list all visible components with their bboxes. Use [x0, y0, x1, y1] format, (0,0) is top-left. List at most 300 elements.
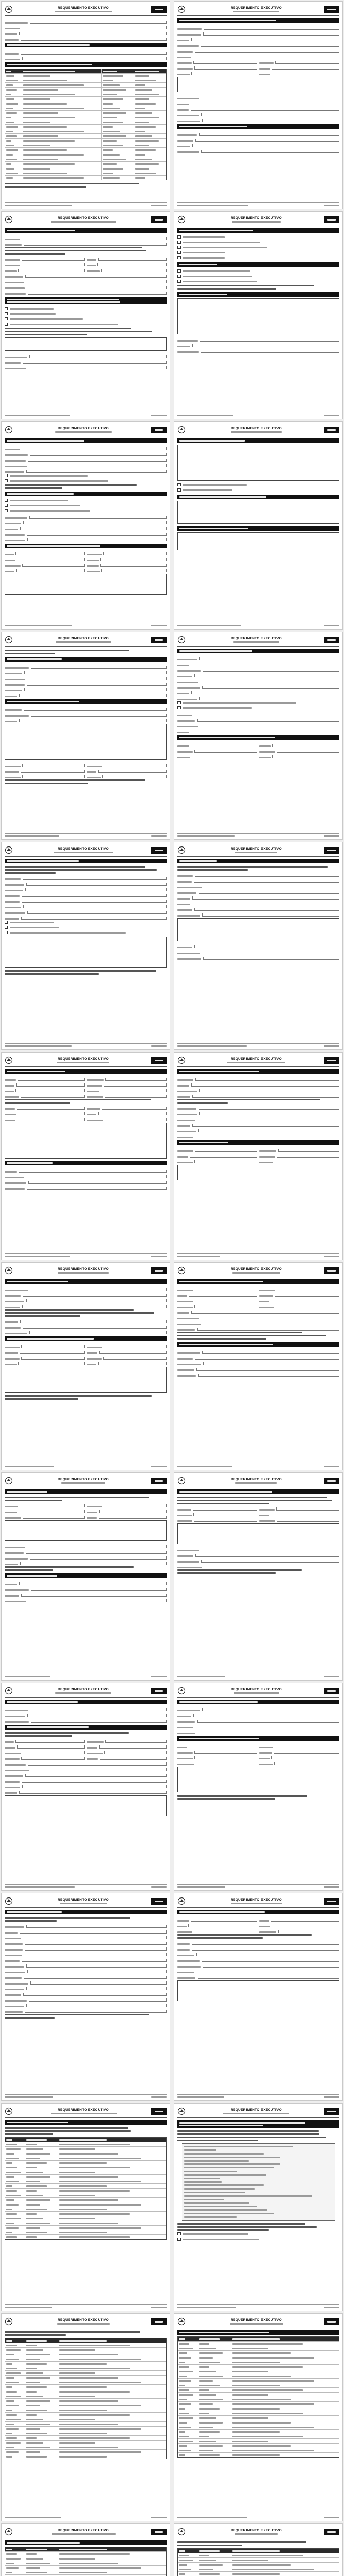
field-label	[177, 62, 192, 64]
form-field-row	[177, 1706, 339, 1711]
table-row	[178, 2411, 339, 2415]
checkbox	[177, 235, 181, 239]
paragraph-text	[177, 1099, 320, 1100]
table-header-cell	[25, 2138, 58, 2142]
field-label	[5, 1932, 18, 1934]
form-field-row	[5, 1766, 167, 1771]
cell-text	[135, 131, 145, 132]
cell-text	[59, 2405, 141, 2406]
field-input-line	[26, 1925, 167, 1928]
image-text	[184, 2199, 224, 2200]
field-input-line	[195, 139, 339, 142]
form-field	[87, 1357, 167, 1360]
form-field-row	[177, 64, 339, 70]
table-row	[5, 2188, 166, 2193]
table-cell	[178, 2453, 198, 2457]
section-title-bar	[5, 1161, 167, 1165]
table-cell	[58, 2389, 166, 2394]
field-input-line	[271, 1919, 339, 1922]
field-input-line	[195, 1554, 339, 1557]
field-label	[5, 679, 25, 680]
text-box	[177, 918, 339, 941]
field-input-line	[26, 1551, 167, 1554]
option-label	[183, 2233, 248, 2235]
cell-text	[23, 98, 50, 100]
paragraph-text	[177, 2541, 306, 2543]
paragraph-text	[5, 1920, 57, 1922]
field-input-line	[199, 891, 339, 894]
section-title-bar	[5, 1725, 167, 1730]
form-field	[177, 1294, 257, 1297]
image-text	[184, 2167, 274, 2168]
cell-text	[232, 2366, 303, 2368]
image-text	[184, 2178, 220, 2179]
paragraph-line	[177, 1797, 339, 1800]
cell-text	[232, 2569, 314, 2570]
cell-text	[232, 2403, 314, 2405]
checkbox	[5, 926, 8, 929]
section-title-bar	[177, 495, 339, 499]
cell-text	[59, 2144, 130, 2145]
field-label	[5, 357, 27, 358]
field-label	[87, 1364, 96, 1365]
cell-text	[232, 2343, 303, 2345]
checkbox-row	[177, 705, 339, 710]
field-label	[177, 887, 202, 888]
section-title-bar	[5, 699, 167, 704]
checkbox	[177, 2238, 181, 2241]
cell-text	[6, 2232, 12, 2233]
cell-text	[135, 98, 149, 100]
table-cell	[198, 2434, 231, 2438]
form-field-row	[5, 24, 167, 29]
field-input-line	[20, 1930, 167, 1934]
cell-text	[232, 2436, 303, 2437]
cell-text	[26, 2354, 50, 2355]
cell-text	[6, 2405, 19, 2406]
cell-text	[6, 2391, 17, 2393]
field-label	[177, 340, 198, 342]
paragraph-text	[5, 869, 157, 871]
image-text-line	[184, 2160, 333, 2162]
field-input-line	[99, 1516, 167, 1519]
table-cell	[58, 2193, 166, 2197]
page-number	[324, 2307, 339, 2308]
table-cell	[5, 2202, 25, 2207]
field-label	[177, 1079, 193, 1081]
cell-text	[6, 2349, 21, 2351]
form-field-row	[5, 272, 167, 278]
page-subtitle	[61, 1482, 105, 1484]
cell-text	[59, 2363, 107, 2365]
field-input-line	[195, 1135, 339, 1138]
table-cell	[198, 2397, 231, 2401]
paragraph-line	[5, 185, 167, 188]
ministry-logo-icon	[177, 636, 186, 644]
field-label	[5, 1171, 17, 1173]
field-label	[5, 1595, 19, 1597]
cell-text	[6, 2558, 21, 2560]
checkbox-row	[177, 250, 339, 255]
page-title-block	[15, 2108, 151, 2114]
cell-text	[23, 112, 58, 114]
page-subtitle	[223, 2113, 289, 2114]
table-cell	[58, 2570, 166, 2574]
cell-text	[6, 2162, 12, 2164]
section-title-text	[7, 1491, 47, 1493]
form-field	[5, 1751, 85, 1754]
field-input-line	[275, 61, 339, 64]
table-cell	[101, 88, 134, 92]
ministry-logo-icon	[177, 2107, 186, 2115]
cell-text	[26, 2447, 50, 2448]
section-title-bar	[177, 124, 339, 129]
table-cell	[58, 2142, 166, 2146]
table-cell	[231, 2411, 339, 2415]
form-field-row	[5, 761, 167, 767]
form-code	[155, 1690, 163, 1692]
table-row	[5, 2440, 166, 2445]
section-title-text	[179, 496, 266, 498]
page-title: REQUERIMENTO EXECUTIVO	[58, 1688, 109, 1691]
form-field-row	[177, 36, 339, 41]
form-code-box	[324, 6, 339, 13]
table-cell	[178, 2416, 198, 2420]
table-cell	[134, 120, 166, 124]
field-label	[5, 1307, 20, 1308]
cell-text	[232, 2441, 268, 2442]
image-text-line	[184, 2188, 333, 2190]
cell-text	[6, 159, 17, 160]
form-field-row	[177, 894, 339, 900]
form-field-row	[5, 530, 167, 536]
page-subtitle	[60, 1903, 107, 1904]
table-row	[178, 2452, 339, 2457]
section-title-text	[179, 230, 253, 231]
form-code-box	[324, 1057, 339, 1064]
field-label	[177, 1352, 200, 1354]
section-title-text	[179, 1738, 259, 1739]
table-cell	[58, 2556, 166, 2561]
field-input-line	[23, 521, 167, 524]
cell-text	[26, 2139, 47, 2141]
table-cell	[5, 2431, 25, 2435]
option-label	[183, 281, 257, 282]
cell-text	[6, 2204, 19, 2206]
cell-text	[6, 98, 14, 100]
cell-text	[59, 2359, 141, 2360]
table-cell	[101, 101, 134, 106]
form-field-row	[5, 691, 167, 697]
table-cell	[25, 2198, 58, 2202]
table-cell	[22, 139, 101, 143]
cell-text	[6, 2414, 17, 2416]
table-cell	[25, 2230, 58, 2234]
form-field-row	[177, 888, 339, 894]
option-label	[183, 702, 296, 704]
table-header-cell	[58, 2547, 166, 2551]
table-cell	[22, 129, 101, 133]
cell-text	[179, 2454, 185, 2456]
form-field-row	[5, 1354, 167, 1360]
paragraph-text	[177, 1503, 269, 1504]
table-cell	[22, 115, 101, 120]
field-label	[5, 1792, 17, 1794]
page-title: REQUERIMENTO EXECUTIVO	[231, 6, 282, 10]
table-cell	[178, 2346, 198, 2350]
page-title: REQUERIMENTO EXECUTIVO	[231, 216, 282, 220]
table-cell	[231, 2393, 339, 2397]
form-field	[259, 1756, 339, 1759]
field-label	[5, 1091, 14, 1092]
table-row	[5, 2426, 166, 2431]
field-label	[5, 1108, 15, 1110]
field-label	[177, 947, 192, 948]
field-input-line	[100, 558, 167, 561]
footer-text	[177, 415, 233, 416]
field-label	[177, 109, 189, 111]
image-text-line	[184, 2206, 333, 2208]
table-cell	[58, 2357, 166, 2361]
table-cell	[231, 2365, 339, 2369]
cell-text	[199, 2454, 220, 2456]
form-field	[5, 1504, 85, 1507]
page-subtitle	[235, 1482, 277, 1484]
checkbox	[5, 474, 8, 477]
cell-text	[199, 2408, 220, 2410]
field-label	[87, 1352, 97, 1354]
table-cell	[5, 111, 22, 115]
field-label	[177, 726, 198, 727]
table-row	[178, 2364, 339, 2369]
field-label	[177, 1290, 193, 1291]
cell-text	[26, 2372, 43, 2374]
cell-text	[26, 2236, 37, 2238]
page-left-3	[1, 421, 170, 630]
form-field-row	[5, 1554, 167, 1560]
section-title-bar	[5, 438, 167, 443]
page-footer	[5, 2515, 167, 2519]
cell-text	[59, 2442, 95, 2444]
image-text	[184, 2216, 237, 2218]
table-cell	[22, 166, 101, 171]
cell-text	[135, 103, 156, 105]
table-cell	[101, 152, 134, 157]
cell-text	[179, 2352, 187, 2354]
cell-text	[103, 163, 117, 165]
table-cell	[22, 74, 101, 78]
table-cell	[58, 2147, 166, 2151]
page-number	[151, 2096, 167, 2098]
table-cell	[5, 83, 22, 87]
table-cell	[58, 2561, 166, 2565]
table-cell	[231, 2351, 339, 2355]
ministry-logo-icon	[177, 1266, 186, 1275]
page-title-block	[15, 847, 151, 853]
field-input-line	[193, 1714, 339, 1717]
form-field-row	[5, 358, 167, 364]
form-field-row	[177, 727, 339, 733]
table-cell	[101, 115, 134, 120]
cell-text	[6, 173, 18, 174]
cell-text	[103, 71, 117, 72]
form-field-row	[5, 1985, 167, 1990]
page-title-block	[15, 2318, 151, 2325]
field-label	[5, 907, 21, 908]
form-field-row	[5, 1962, 167, 1968]
cell-text	[6, 177, 13, 179]
image-text	[184, 2195, 312, 2197]
field-input-line	[277, 1288, 339, 1291]
field-label	[259, 1520, 275, 1522]
table-cell	[5, 2170, 25, 2174]
field-label	[177, 1324, 201, 1325]
table-row	[5, 2361, 166, 2366]
page-header	[5, 2526, 167, 2538]
cell-text	[135, 117, 159, 118]
table-cell	[134, 162, 166, 166]
table-row	[5, 2352, 166, 2357]
field-label	[5, 1177, 24, 1178]
table-cell	[231, 2342, 339, 2346]
form-field-row	[177, 747, 339, 753]
field-input-line	[22, 1305, 167, 1308]
cell-text	[232, 2362, 280, 2363]
field-input-line	[278, 1930, 339, 1933]
table-row	[5, 2142, 166, 2146]
image-text-line	[184, 2163, 333, 2165]
table-cell	[5, 2454, 25, 2459]
table-cell	[101, 125, 134, 129]
field-input-line	[23, 905, 167, 908]
table-row	[178, 2557, 339, 2562]
page-title: REQUERIMENTO EXECUTIVO	[231, 427, 282, 430]
field-input-line	[202, 1351, 339, 1354]
field-input-line	[22, 447, 167, 450]
checkbox	[177, 2232, 181, 2235]
table-cell	[22, 134, 101, 138]
field-input-line	[31, 666, 167, 669]
form-field-row	[5, 1951, 167, 1956]
page-title: REQUERIMENTO EXECUTIVO	[231, 1898, 282, 1902]
field-input-line	[25, 2010, 167, 2013]
table-header-cell	[58, 2338, 166, 2343]
cell-text	[59, 2553, 130, 2555]
section-title-text	[7, 64, 92, 65]
cell-text	[6, 80, 18, 81]
table-cell	[134, 143, 166, 147]
field-input-line	[26, 2004, 167, 2007]
table-header-cell	[178, 2337, 198, 2341]
field-label	[5, 454, 28, 456]
form-field-row	[5, 513, 167, 519]
cell-text	[199, 2573, 220, 2575]
form-field-row	[177, 1319, 339, 1325]
field-label	[259, 751, 275, 753]
field-input-line	[26, 470, 167, 473]
field-label	[87, 1091, 99, 1092]
table-row	[5, 2561, 166, 2565]
table-cell	[198, 2360, 231, 2364]
form-field	[87, 558, 167, 561]
form-field-row	[177, 1075, 339, 1081]
field-input-line	[202, 951, 339, 954]
cell-text	[135, 89, 152, 91]
table-cell	[25, 2427, 58, 2431]
section-title-bar	[5, 657, 167, 662]
field-label	[177, 1515, 192, 1516]
cell-text	[59, 2199, 118, 2201]
field-input-line	[191, 1083, 339, 1087]
field-label	[5, 2000, 27, 2002]
page-footer	[5, 623, 167, 628]
form-field-row	[5, 1580, 167, 1585]
field-label	[87, 259, 96, 261]
page-title: REQUERIMENTO EXECUTIVO	[58, 1478, 109, 1481]
field-label	[177, 1108, 196, 1110]
form-code-box	[324, 2529, 339, 2535]
table-cell	[58, 2376, 166, 2380]
field-label	[5, 1753, 21, 1754]
image-text	[184, 2171, 237, 2172]
table-cell	[231, 2430, 339, 2434]
page-header	[5, 1895, 167, 1908]
table-cell	[5, 101, 22, 106]
table-cell	[5, 2403, 25, 2408]
field-input-line	[195, 49, 339, 53]
field-label	[5, 1787, 20, 1788]
table-cell	[5, 2366, 25, 2370]
cell-text	[199, 2422, 223, 2424]
table-cell	[58, 2221, 166, 2225]
form-field-row	[177, 1132, 339, 1138]
field-label	[5, 1994, 21, 1996]
field-input-line	[30, 1556, 167, 1560]
paragraph-text	[177, 2229, 269, 2231]
cell-text	[6, 2563, 14, 2564]
table-cell	[22, 78, 101, 82]
form-field	[5, 1362, 85, 1365]
cell-text	[26, 2558, 43, 2560]
page-footer	[177, 1043, 339, 1048]
table-cell	[198, 2383, 231, 2387]
ministry-logo-icon	[5, 1897, 13, 1905]
paragraph-text	[5, 1102, 70, 1104]
section-title-text	[7, 658, 62, 660]
field-input-line	[277, 750, 339, 753]
cell-text	[6, 2340, 12, 2342]
field-label	[177, 115, 199, 116]
table-cell	[198, 2444, 231, 2448]
form-field	[87, 1351, 167, 1354]
table-cell	[58, 2170, 166, 2174]
field-input-line	[26, 1964, 167, 1968]
cell-text	[179, 2413, 189, 2414]
form-field-row	[5, 1996, 167, 2002]
field-input-line	[104, 1751, 167, 1754]
cell-text	[6, 2410, 12, 2411]
table-cell	[198, 2406, 231, 2411]
table-header-cell	[5, 2547, 25, 2551]
field-label	[177, 909, 192, 911]
form-field-row	[5, 467, 167, 473]
field-label	[5, 1564, 18, 1565]
table-cell	[178, 2374, 198, 2378]
cell-text	[59, 2213, 130, 2215]
form-field	[87, 1107, 167, 1110]
checkbox	[177, 701, 181, 704]
cell-text	[59, 2223, 118, 2224]
